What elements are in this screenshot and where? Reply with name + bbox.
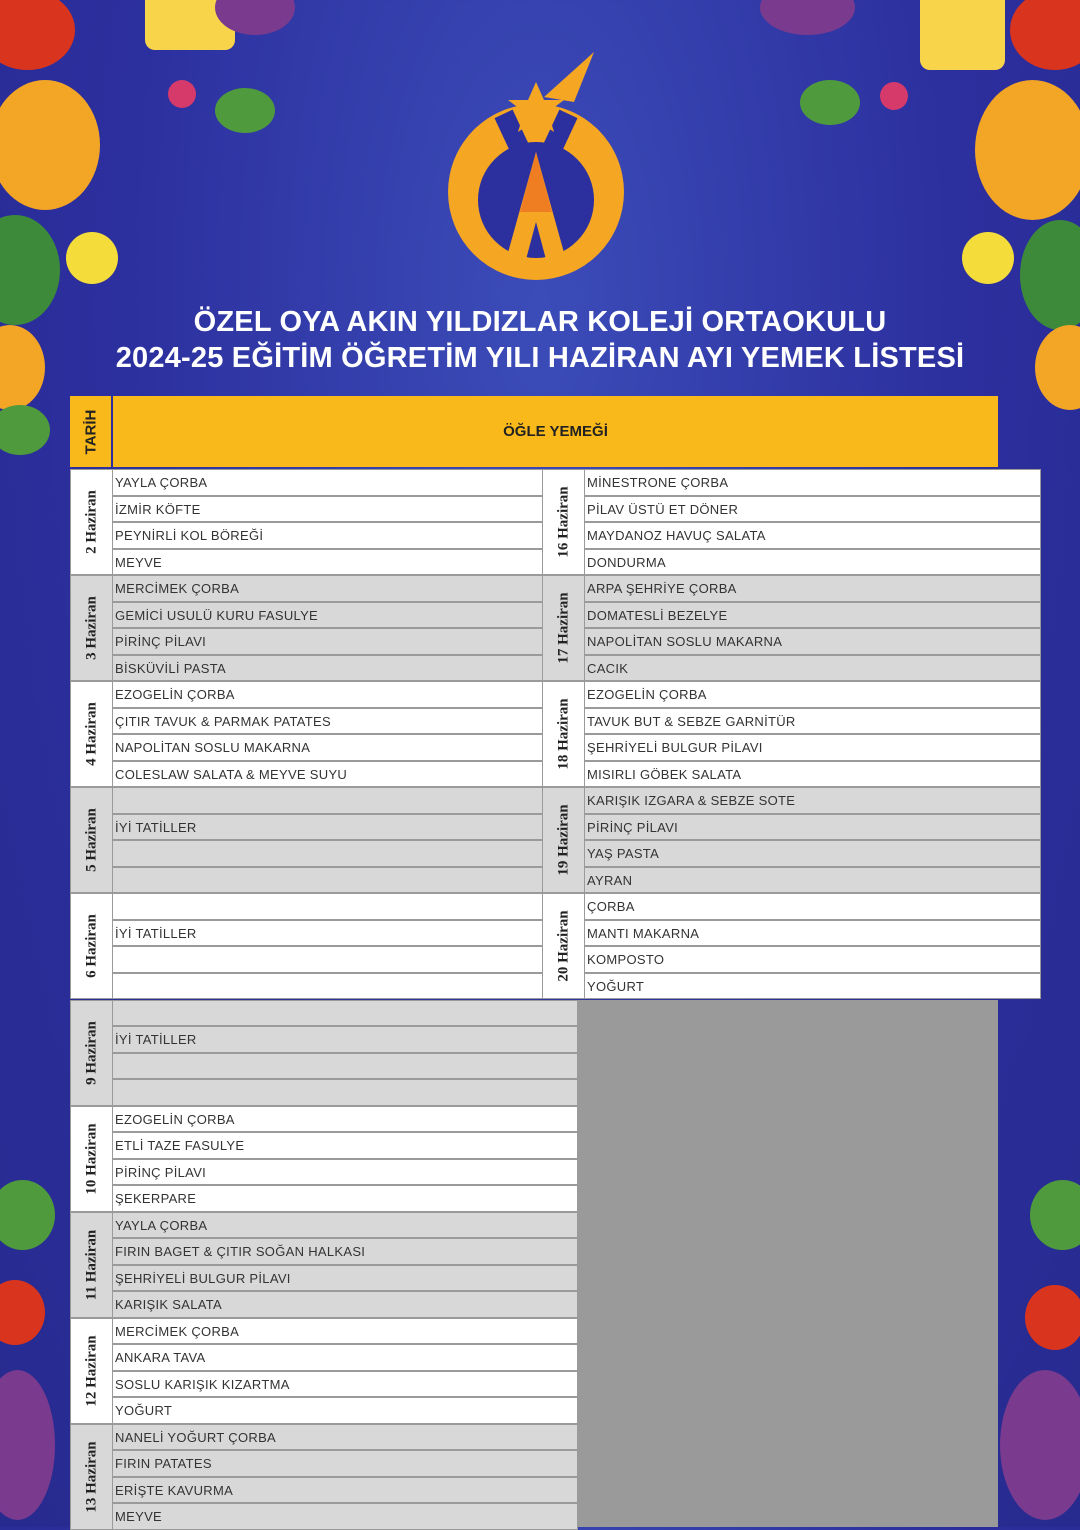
day-date-label: 19 Haziran bbox=[555, 804, 571, 876]
tomato-bottom-left-decoration bbox=[0, 1280, 45, 1345]
meal-item: COLESLAW SALATA & MEYVE SUYU bbox=[113, 761, 578, 788]
day-date-label: 12 Haziran bbox=[83, 1335, 99, 1407]
day-block bbox=[70, 1106, 578, 1212]
school-logo-icon bbox=[444, 52, 634, 292]
meal-item: PİLAV ÜSTÜ ET DÖNER bbox=[585, 496, 1041, 523]
day-date-cell bbox=[70, 893, 113, 999]
day-date-label: 4 Haziran bbox=[83, 702, 99, 767]
day-date-label: 18 Haziran bbox=[555, 698, 571, 770]
meal-item: TAVUK BUT & SEBZE GARNİTÜR bbox=[585, 708, 1041, 735]
meal-item: BİSKÜVİLİ PASTA bbox=[113, 655, 578, 682]
meal-item: FIRIN PATATES bbox=[113, 1450, 578, 1477]
day-date-cell bbox=[70, 469, 113, 575]
empty-grid-area bbox=[535, 1000, 998, 1527]
meal-item: ÇITIR TAVUK & PARMAK PATATES bbox=[113, 708, 578, 735]
day-block bbox=[70, 575, 578, 681]
date-column-header: TARİH bbox=[70, 396, 113, 467]
meal-item: ŞEKERPARE bbox=[113, 1185, 578, 1212]
meal-item bbox=[113, 1053, 578, 1080]
lemon-decoration bbox=[66, 232, 118, 284]
day-date-cell bbox=[70, 1212, 113, 1318]
day-date-cell bbox=[70, 575, 113, 681]
day-date-cell bbox=[70, 681, 113, 787]
eggplant-bottom-left-decoration bbox=[0, 1370, 55, 1520]
day-block bbox=[542, 469, 1041, 575]
day-block bbox=[542, 575, 1041, 681]
meal-item: EZOGELİN ÇORBA bbox=[113, 681, 578, 708]
meal-item: YOĞURT bbox=[585, 973, 1041, 1000]
meal-item: MERCİMEK ÇORBA bbox=[113, 575, 578, 602]
meal-item: EZOGELİN ÇORBA bbox=[585, 681, 1041, 708]
meal-item: MISIRLI GÖBEK SALATA bbox=[585, 761, 1041, 788]
meal-item bbox=[113, 787, 578, 814]
day-date-label: 20 Haziran bbox=[555, 910, 571, 983]
day-block bbox=[70, 681, 578, 787]
day-block bbox=[70, 1318, 578, 1424]
day-date-label: 17 Haziran bbox=[555, 592, 571, 664]
meal-item bbox=[113, 840, 578, 867]
day-date-label: 5 Haziran bbox=[83, 808, 99, 873]
meal-item bbox=[113, 867, 578, 894]
meal-item: MANTI MAKARNA bbox=[585, 920, 1041, 947]
meal-item bbox=[113, 893, 578, 920]
meal-item: CACIK bbox=[585, 655, 1041, 682]
meal-item: ÇORBA bbox=[585, 893, 1041, 920]
day-block bbox=[70, 893, 578, 999]
day-meal-items bbox=[585, 681, 1041, 787]
day-block bbox=[70, 787, 578, 893]
cheese-right-decoration bbox=[920, 0, 1005, 70]
table-header bbox=[70, 396, 998, 467]
day-date-cell bbox=[70, 787, 113, 893]
meal-item: NAPOLİTAN SOSLU MAKARNA bbox=[113, 734, 578, 761]
school-title: ÖZEL OYA AKIN YILDIZLAR KOLEJİ ORTAOKULU bbox=[193, 306, 887, 338]
eggplant-bottom-right-decoration bbox=[1000, 1370, 1080, 1520]
squash-decoration bbox=[0, 80, 100, 210]
squash-right-decoration bbox=[975, 80, 1080, 220]
eggplant-right-decoration bbox=[760, 0, 855, 35]
meal-item: ŞEHRİYELİ BULGUR PİLAVI bbox=[585, 734, 1041, 761]
day-meal-items bbox=[113, 1212, 578, 1318]
meal-item: AYRAN bbox=[585, 867, 1041, 894]
day-meal-items bbox=[113, 575, 578, 681]
meal-item: PİRİNÇ PİLAVI bbox=[113, 628, 578, 655]
meal-item: MEYVE bbox=[113, 549, 578, 576]
leaf-left-lower-decoration bbox=[0, 405, 50, 455]
tomato-bottom-right-decoration bbox=[1025, 1285, 1080, 1350]
meal-item: DOMATESLİ BEZELYE bbox=[585, 602, 1041, 629]
day-date-label: 6 Haziran bbox=[83, 914, 99, 979]
lemon-right-decoration bbox=[962, 232, 1014, 284]
pepper-right-decoration bbox=[1010, 0, 1080, 70]
day-block bbox=[542, 681, 1041, 787]
day-date-cell bbox=[70, 1000, 113, 1106]
meal-item: MERCİMEK ÇORBA bbox=[113, 1318, 578, 1345]
day-meal-items bbox=[113, 787, 578, 893]
meal-item: İYİ TATİLLER bbox=[113, 920, 578, 947]
meal-item: İYİ TATİLLER bbox=[113, 814, 578, 841]
meal-item: GEMİCİ USULÜ KURU FASULYE bbox=[113, 602, 578, 629]
radish-right-decoration bbox=[880, 82, 908, 110]
lunch-column-header: ÖĞLE YEMEĞİ bbox=[503, 423, 608, 440]
meal-item: ŞEHRİYELİ BULGUR PİLAVI bbox=[113, 1265, 578, 1292]
day-meal-items bbox=[585, 893, 1041, 999]
day-meal-items bbox=[585, 575, 1041, 681]
meal-item: MAYDANOZ HAVUÇ SALATA bbox=[585, 522, 1041, 549]
day-block bbox=[542, 893, 1041, 999]
meal-item: ANKARA TAVA bbox=[113, 1344, 578, 1371]
meal-item: YAŞ PASTA bbox=[585, 840, 1041, 867]
meal-item: YOĞURT bbox=[113, 1397, 578, 1424]
day-block bbox=[70, 469, 578, 575]
meal-item bbox=[113, 973, 578, 1000]
day-date-label: 10 Haziran bbox=[83, 1122, 99, 1195]
day-meal-items bbox=[585, 469, 1041, 575]
menu-list-title: 2024-25 EĞİTİM ÖĞRETİM YILI HAZİRAN AYI YEMEK LİSTESİ bbox=[115, 342, 965, 374]
day-date-cell bbox=[70, 1106, 113, 1212]
meal-item: ETLİ TAZE FASULYE bbox=[113, 1132, 578, 1159]
meal-item: ERİŞTE KAVURMA bbox=[113, 1477, 578, 1504]
meal-item: NAPOLİTAN SOSLU MAKARNA bbox=[585, 628, 1041, 655]
day-date-label: 13 Haziran bbox=[83, 1441, 99, 1513]
day-block bbox=[70, 1212, 578, 1318]
meal-item: PİRİNÇ PİLAVI bbox=[585, 814, 1041, 841]
day-meal-items bbox=[113, 1318, 578, 1424]
day-meal-items bbox=[113, 1106, 578, 1212]
day-block bbox=[70, 1000, 578, 1106]
leaf-decoration bbox=[215, 88, 275, 133]
day-meal-items bbox=[113, 469, 578, 575]
day-meal-items bbox=[585, 787, 1041, 893]
meal-item: NANELİ YOĞURT ÇORBA bbox=[113, 1424, 578, 1451]
meal-item: KOMPOSTO bbox=[585, 946, 1041, 973]
leaf-bottom-left-decoration bbox=[0, 1180, 55, 1250]
leaf-right-decoration bbox=[800, 80, 860, 125]
meal-item: PİRİNÇ PİLAVI bbox=[113, 1159, 578, 1186]
meal-item: KARIŞIK IZGARA & SEBZE SOTE bbox=[585, 787, 1041, 814]
meal-item bbox=[113, 1000, 578, 1027]
day-date-label: 16 Haziran bbox=[555, 486, 571, 558]
meal-item: MEYVE bbox=[113, 1503, 578, 1530]
day-date-cell bbox=[542, 575, 585, 681]
meal-item: KARIŞIK SALATA bbox=[113, 1291, 578, 1318]
meal-item: İYİ TATİLLER bbox=[113, 1026, 578, 1053]
day-block bbox=[542, 787, 1041, 893]
day-date-cell bbox=[542, 681, 585, 787]
day-meal-items bbox=[113, 1424, 578, 1530]
meal-item: ARPA ŞEHRİYE ÇORBA bbox=[585, 575, 1041, 602]
day-date-cell bbox=[542, 469, 585, 575]
day-meal-items bbox=[113, 893, 578, 999]
meal-item: YAYLA ÇORBA bbox=[113, 1212, 578, 1239]
leaf-bottom-right-decoration bbox=[1030, 1180, 1080, 1250]
day-date-cell bbox=[542, 787, 585, 893]
day-date-label: 9 Haziran bbox=[83, 1020, 99, 1085]
meal-item: EZOGELİN ÇORBA bbox=[113, 1106, 578, 1133]
meal-item: SOSLU KARIŞIK KIZARTMA bbox=[113, 1371, 578, 1398]
day-date-cell bbox=[70, 1318, 113, 1424]
title-block bbox=[0, 304, 1080, 376]
meal-item: MİNESTRONE ÇORBA bbox=[585, 469, 1041, 496]
meal-item bbox=[113, 1079, 578, 1106]
day-block bbox=[70, 1424, 578, 1530]
radish-decoration bbox=[168, 80, 196, 108]
meal-item: YAYLA ÇORBA bbox=[113, 469, 578, 496]
day-date-label: 3 Haziran bbox=[83, 596, 99, 660]
day-meal-items bbox=[113, 1000, 578, 1106]
day-meal-items bbox=[113, 681, 578, 787]
day-date-label: 11 Haziran bbox=[83, 1229, 99, 1300]
meal-item: PEYNİRLİ KOL BÖREĞİ bbox=[113, 522, 578, 549]
meal-item bbox=[113, 946, 578, 973]
meal-item: DONDURMA bbox=[585, 549, 1041, 576]
day-date-cell bbox=[542, 893, 585, 999]
pepper-decoration bbox=[0, 0, 75, 70]
meal-item: FIRIN BAGET & ÇITIR SOĞAN HALKASI bbox=[113, 1238, 578, 1265]
day-date-label: 2 Haziran bbox=[83, 490, 99, 554]
day-date-cell bbox=[70, 1424, 113, 1530]
meal-item: İZMİR KÖFTE bbox=[113, 496, 578, 523]
